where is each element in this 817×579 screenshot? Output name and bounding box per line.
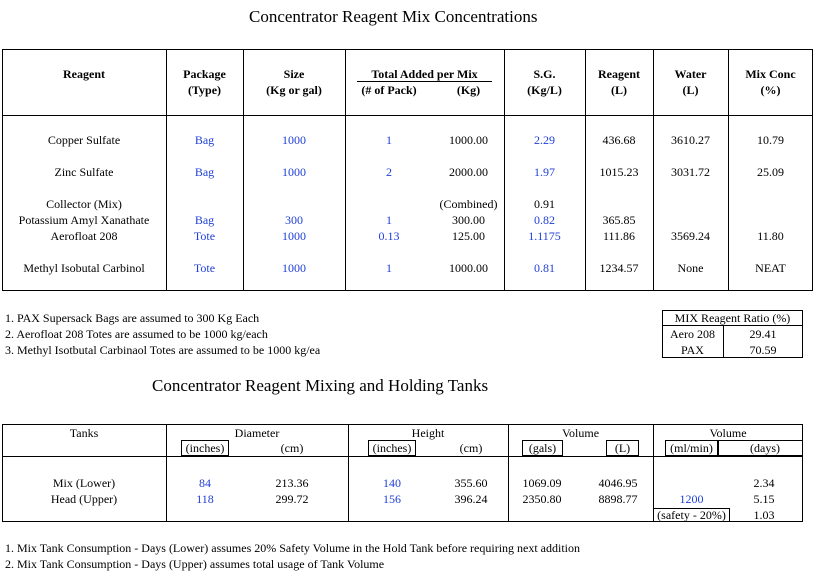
ratio-value-pax: 70.59	[749, 343, 777, 357]
hdr-num-pack: (# of Pack)	[361, 83, 417, 97]
hdr-volume-2: Volume	[709, 426, 747, 440]
cell-liters: 4046.95	[598, 476, 638, 490]
mix-note-1: 1. PAX Supersack Bags are assumed to 300 Kg Each	[5, 311, 260, 325]
cell-dia-cm: 213.36	[275, 476, 309, 490]
cell-num-pack: 1	[386, 213, 392, 227]
hdr-sg-sub: (Kg/L)	[527, 83, 562, 97]
tank-note-2: 2. Mix Tank Consumption - Days (Upper) assumes total usage of Tank Volume	[5, 557, 385, 571]
cell-days: 2.34	[753, 476, 775, 490]
cell-tank: Head (Upper)	[50, 492, 118, 506]
mix-note-2: 2. Aerofloat 208 Totes are assumed to be 1000 kg/each	[5, 327, 268, 341]
header-underline	[357, 81, 492, 82]
cell-size: 1000	[282, 261, 306, 275]
cell-reagent-l: 1015.23	[599, 165, 639, 179]
tank-note-1: 1. Mix Tank Consumption - Days (Lower) assumes 20% Safety Volume in the Hold Tank before requiring next addition	[5, 541, 581, 555]
cell-num-pack: 1	[386, 261, 392, 275]
cell-package: Tote	[193, 229, 216, 243]
cell-gals: 2350.80	[522, 492, 562, 506]
hdr-mix-conc: Mix Conc	[745, 67, 796, 81]
hdr-sg: S.G.	[533, 67, 556, 81]
ratio-divider	[662, 325, 803, 326]
cell-water: 3569.24	[671, 229, 710, 243]
cell-num-pack: 2	[386, 165, 392, 179]
hdr-size: Size	[283, 67, 305, 81]
hdr-water: Water	[674, 67, 707, 81]
cell-package: Tote	[193, 261, 216, 275]
hdr-dia-inches: (inches)	[185, 441, 225, 455]
hdr-mix-conc-sub: (%)	[760, 83, 781, 97]
cell-size: 300	[285, 213, 303, 227]
cell-sg: 2.29	[534, 133, 555, 147]
cell-sg: 1.1175	[528, 229, 561, 243]
hdr-kg: (Kg)	[456, 83, 481, 97]
cell-package: Bag	[194, 165, 215, 179]
hdr-tanks: Tanks	[69, 426, 99, 440]
cell-reagent-l: 365.85	[602, 213, 636, 227]
hdr-reagent-l-sub: (L)	[611, 83, 627, 97]
cell-ht-in: 140	[383, 476, 401, 490]
safety-days: 1.03	[753, 508, 775, 522]
ratio-value-aero: 29.41	[749, 327, 777, 341]
hdr-ml-min: (ml/min)	[670, 441, 713, 455]
cell-size: 1000	[282, 165, 306, 179]
cell-size: 1000	[282, 229, 306, 243]
cell-ht-in: 156	[383, 492, 401, 506]
cell-kg: 2000.00	[449, 165, 488, 179]
cell-mix-conc: 11.80	[757, 229, 784, 243]
hdr-package: Package	[183, 67, 226, 81]
hdr-total-added: Total Added per Mix	[371, 67, 478, 81]
cell-mix-conc: 10.79	[757, 133, 784, 147]
cell-kg: (Combined)	[439, 197, 498, 211]
hdr-volume: Volume	[561, 426, 600, 440]
hdr-dia-cm: (cm)	[280, 441, 304, 455]
hdr-package-sub: (Type)	[187, 83, 222, 97]
hdr-water-sub: (L)	[682, 83, 699, 97]
cell-reagent: Zinc Sulfate	[54, 165, 114, 179]
hdr-days: (days)	[750, 441, 780, 455]
cell-reagent: Aerofloat 208	[50, 229, 118, 243]
hdr-reagent: Reagent	[63, 67, 105, 81]
mix-table-title: Concentrator Reagent Mix Concentrations	[249, 7, 538, 26]
cell-sg: 0.91	[534, 197, 555, 211]
cell-sg: 0.82	[534, 213, 555, 227]
tank-table-title: Concentrator Reagent Mixing and Holding Tanks	[152, 376, 489, 395]
cell-reagent-l: 111.86	[602, 229, 636, 243]
ratio-label-aero: Aero 208	[670, 327, 715, 341]
cell-dia-in: 84	[199, 476, 211, 490]
hdr-liters: (L)	[614, 441, 631, 455]
cell-sg: 1.97	[534, 165, 555, 179]
hdr-reagent-l: Reagent	[598, 67, 640, 81]
cell-reagent: Methyl Isobutal Carbinol	[23, 261, 145, 275]
cell-package: Bag	[194, 133, 215, 147]
cell-package: Bag	[194, 213, 215, 227]
cell-mix-conc: NEAT	[755, 261, 786, 275]
mix-note-3: 3. Methyl Isotbutal Carbinaol Totes are assumed to be 1000 kg/ea	[5, 343, 321, 357]
cell-reagent: Potassium Amyl Xanathate	[18, 213, 150, 227]
cell-kg: 1000.00	[449, 133, 488, 147]
hdr-height: Height	[411, 426, 445, 440]
cell-reagent-l: 1234.57	[599, 261, 639, 275]
ratio-title: MIX Reagent Ratio (%)	[674, 311, 791, 325]
cell-gals: 1069.09	[522, 476, 562, 490]
cell-kg: 300.00	[452, 213, 485, 227]
cell-tank: Mix (Lower)	[52, 476, 116, 490]
cell-reagent: Collector (Mix)	[46, 197, 122, 211]
hdr-ht-cm: (cm)	[459, 441, 483, 455]
cell-water: 3031.72	[671, 165, 710, 179]
tank-header-divider	[2, 456, 803, 457]
cell-kg: 125.00	[452, 229, 485, 243]
cell-liters: 8898.77	[598, 492, 638, 506]
cell-dia-cm: 299.72	[275, 492, 309, 506]
hdr-size-sub: (Kg or gal)	[266, 83, 322, 97]
cell-sg: 0.81	[534, 261, 555, 275]
cell-water: 3610.27	[671, 133, 710, 147]
cell-dia-in: 118	[196, 492, 214, 506]
cell-kg: 1000.00	[449, 261, 488, 275]
cell-reagent: Copper Sulfate	[47, 133, 121, 147]
cell-size: 1000	[282, 133, 306, 147]
cell-water: None	[677, 261, 704, 275]
cell-reagent-l: 436.68	[602, 133, 636, 147]
hdr-gals: (gals)	[528, 441, 557, 455]
cell-num-pack: 1	[386, 133, 392, 147]
cell-ht-cm: 355.60	[454, 476, 488, 490]
cell-days: 5.15	[753, 492, 775, 506]
cell-mix-conc: 25.09	[757, 165, 784, 179]
hdr-diameter: Diameter	[234, 426, 280, 440]
mix-table-header-divider	[2, 115, 813, 116]
cell-ml-min: 1200	[679, 492, 704, 506]
ratio-label-pax: PAX	[681, 343, 704, 357]
cell-ht-cm: 396.24	[454, 492, 488, 506]
cell-num-pack: 0.13	[378, 229, 400, 243]
hdr-ht-inches: (inches)	[372, 441, 412, 455]
safety-label: (safety - 20%)	[657, 508, 726, 522]
